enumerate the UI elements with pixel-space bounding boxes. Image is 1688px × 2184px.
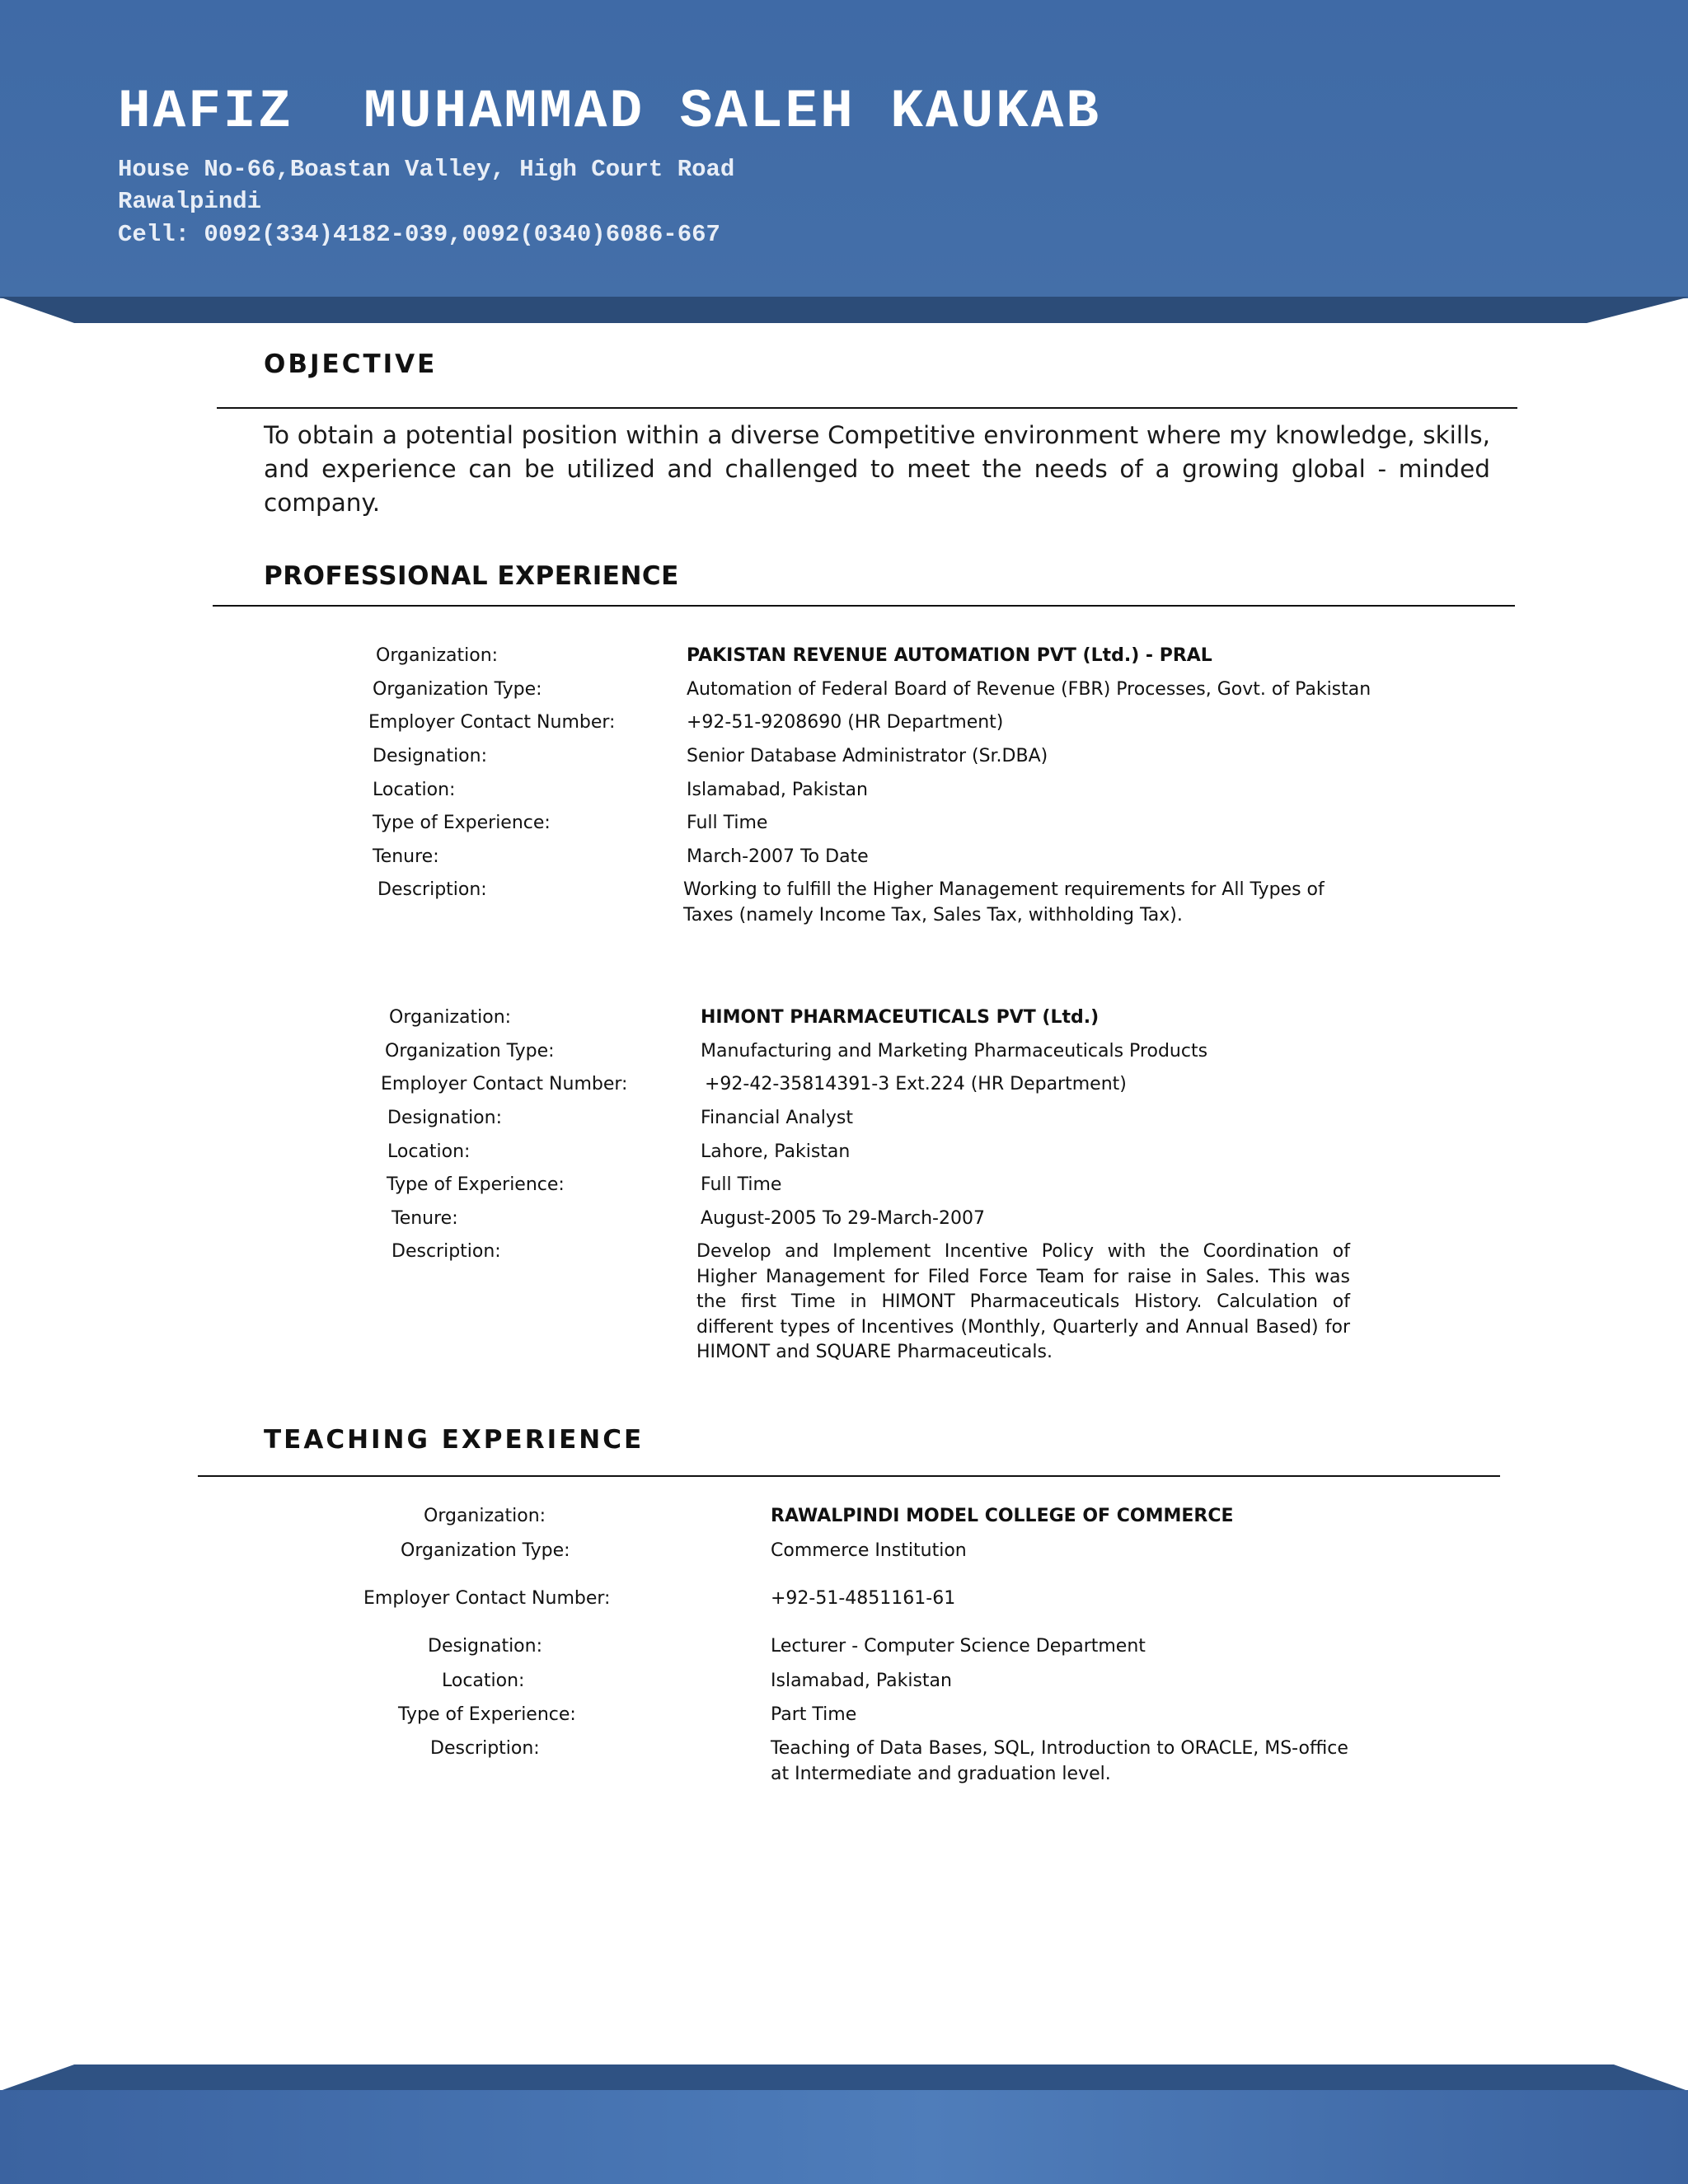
teaching-organization: RAWALPINDI MODEL COLLEGE OF COMMERCE [771, 1506, 1234, 1526]
label-location: Location: [442, 1671, 525, 1691]
teaching-rule [198, 1475, 1500, 1477]
label-tenure: Tenure: [373, 846, 439, 867]
job-exp-type: Full Time [701, 1174, 782, 1195]
label-tenure: Tenure: [392, 1208, 458, 1229]
footer-banner [0, 2090, 1688, 2184]
label-contact: Employer Contact Number: [363, 1588, 611, 1609]
footer-ledge [0, 2064, 1688, 2091]
label-designation: Designation: [387, 1108, 502, 1128]
cell-line: Cell: 0092(334)4182-039,0092(0340)6086-667 [118, 221, 720, 248]
label-organization: Organization: [389, 1007, 512, 1028]
job-tenure: August-2005 To 29-March-2007 [701, 1208, 985, 1229]
label-organization: Organization: [376, 645, 499, 666]
label-description: Description: [392, 1241, 501, 1262]
label-exp-type: Type of Experience: [373, 813, 551, 833]
job-tenure: March-2007 To Date [687, 846, 869, 867]
professional-rule [213, 605, 1515, 607]
label-description: Description: [430, 1738, 540, 1759]
job-location: Islamabad, Pakistan [687, 780, 868, 800]
job-org-type: Manufacturing and Marketing Pharmaceuticals Products [701, 1041, 1208, 1062]
job-organization: PAKISTAN REVENUE AUTOMATION PVT (Ltd.) - PRAL [687, 645, 1212, 666]
objective-title: OBJECTIVE [264, 349, 438, 379]
job-org-type: Automation of Federal Board of Revenue (FBR) Processes, Govt. of Pakistan [687, 679, 1372, 700]
professional-title: PROFESSIONAL EXPERIENCE [264, 561, 679, 591]
job-organization: HIMONT PHARMACEUTICALS PVT (Ltd.) [701, 1007, 1100, 1028]
label-org-type: Organization Type: [401, 1540, 570, 1561]
header-ledge [0, 297, 1688, 323]
header-banner [0, 0, 1688, 298]
label-organization: Organization: [424, 1506, 546, 1526]
label-contact: Employer Contact Number: [381, 1074, 628, 1094]
label-location: Location: [387, 1141, 471, 1162]
city-line: Rawalpindi [118, 188, 262, 215]
label-location: Location: [373, 780, 456, 800]
label-description: Description: [377, 879, 487, 900]
teaching-contact: +92-51-4851161-61 [771, 1588, 956, 1609]
candidate-name: HAFIZ MUHAMMAD SALEH KAUKAB [118, 81, 1101, 143]
objective-rule [217, 407, 1517, 409]
address-line: House No-66,Boastan Valley, High Court Road [118, 156, 735, 183]
job-description: Develop and Implement Incentive Policy with the Coordination of Higher Management for Filed Force Team for raise in Sales. This was the first Time in HIMONT Pharmaceuticals History. Calculation of different types of Incentives (Monthly, Quarterly and Annual Based) for HIMONT and SQUARE Pharmaceuticals. [696, 1241, 1350, 1362]
teaching-title: TEACHING EXPERIENCE [264, 1425, 645, 1455]
job-contact: +92-51-9208690 (HR Department) [687, 712, 1004, 733]
label-exp-type: Type of Experience: [398, 1704, 576, 1725]
job-designation: Financial Analyst [701, 1108, 854, 1128]
label-org-type: Organization Type: [373, 679, 542, 700]
label-designation: Designation: [428, 1636, 542, 1657]
teaching-org-type: Commerce Institution [771, 1540, 967, 1561]
job-designation: Senior Database Administrator (Sr.DBA) [687, 746, 1048, 766]
label-contact: Employer Contact Number: [368, 712, 616, 733]
job-description: Working to fulfill the Higher Management requirements for All Types of Taxes (namely Income Tax, Sales Tax, withholding Tax). [683, 879, 1325, 926]
teaching-exp-type: Part Time [771, 1704, 857, 1725]
teaching-description: Teaching of Data Bases, SQL, Introduction to ORACLE, MS-office at Intermediate and graduation level. [771, 1738, 1348, 1784]
label-org-type: Organization Type: [385, 1041, 555, 1062]
teaching-location: Islamabad, Pakistan [771, 1671, 952, 1691]
job-contact: +92-42-35814391-3 Ext.224 (HR Department) [705, 1074, 1127, 1094]
teaching-designation: Lecturer - Computer Science Department [771, 1636, 1146, 1657]
label-designation: Designation: [373, 746, 487, 766]
job-location: Lahore, Pakistan [701, 1141, 851, 1162]
objective-text: To obtain a potential position within a diverse Competitive environment where my knowledge, skills, and experience can be utilized and challenged to meet the needs of a growing global - minded company. [264, 421, 1490, 517]
job-exp-type: Full Time [687, 813, 768, 833]
label-exp-type: Type of Experience: [387, 1174, 565, 1195]
